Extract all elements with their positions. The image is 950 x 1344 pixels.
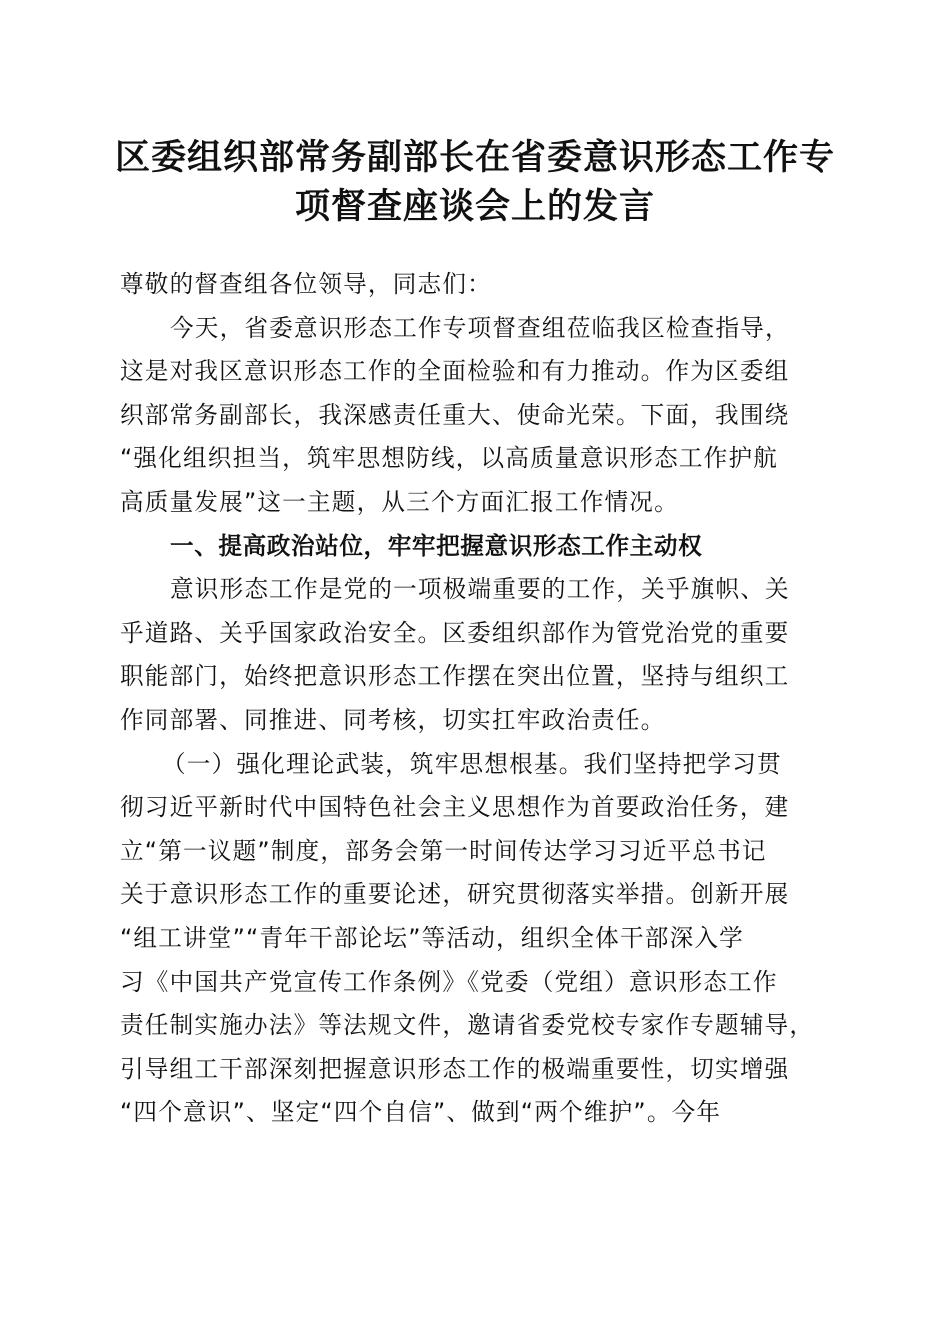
subsection-1-line: “组工讲堂”“青年干部论坛”等活动，组织全体干部深入学 bbox=[120, 923, 744, 952]
section-1-line: 意识形态工作是党的一项极端重要的工作，关乎旗帜、关 bbox=[170, 575, 790, 604]
subsection-1-line: 习《中国共产党宣传工作条例》《党委（党组）意识形态工作 bbox=[120, 967, 778, 996]
document-body bbox=[120, 263, 830, 1135]
section-1-line: 职能部门，始终把意识形态工作摆在突出位置，坚持与组织工 bbox=[120, 662, 790, 691]
subsection-1-line: 彻习近平新时代中国特色社会主义思想作为首要政治任务，建 bbox=[120, 793, 790, 822]
subsection-1-line: 立“第一议题”制度，部务会第一时间传达学习习近平总书记 bbox=[120, 836, 767, 865]
subsection-1-line: “四个意识”、坚定“四个自信”、做到“两个维护”。今年 bbox=[120, 1098, 722, 1127]
intro-line: 高质量发展”这一主题，从三个方面汇报工作情况。 bbox=[120, 487, 679, 516]
section-heading-1: 一、提高政治站位，牢牢把握意识形态工作主动权 bbox=[170, 531, 703, 560]
subsection-1-line: 引导组工干部深刻把握意识形态工作的极端重要性，切实增强 bbox=[120, 1054, 790, 1083]
title-line-2: 项督查座谈会上的发言 bbox=[294, 186, 655, 227]
subsection-1-paragraph bbox=[120, 743, 830, 1135]
intro-line: 今天，省委意识形态工作专项督查组莅临我区检查指导， bbox=[170, 313, 790, 342]
intro-paragraph bbox=[120, 307, 830, 525]
subsection-1-line: 关于意识形态工作的重要论述，研究贯彻落实举措。创新开展 bbox=[120, 880, 790, 909]
salutation: 尊敬的督查组各位领导，同志们： bbox=[120, 270, 492, 298]
document-title bbox=[100, 133, 850, 231]
title-line-1: 区委组织部常务副部长在省委意识形态工作专 bbox=[114, 137, 835, 178]
section-1-line: 乎道路、关乎国家政治安全。区委组织部作为管党治党的重要 bbox=[120, 618, 790, 647]
intro-line: 织部常务副部长，我深感责任重大、使命光荣。下面，我围绕 bbox=[120, 400, 790, 429]
intro-line: 这是对我区意识形态工作的全面检验和有力推动。作为区委组 bbox=[120, 357, 790, 386]
subsection-1-line: 责任制实施办法》等法规文件，邀请省委党校专家作专题辅导， bbox=[120, 1011, 815, 1040]
section-1-line: 作同部署、同推进、同考核，切实扛牢政治责任。 bbox=[120, 705, 666, 734]
subsection-1-line: （一）强化理论武装，筑牢思想根基。我们坚持把学习贯 bbox=[162, 749, 782, 778]
intro-line: “强化组织担当，筑牢思想防线，以高质量意识形态工作护航 bbox=[120, 444, 779, 473]
section-1-paragraph bbox=[120, 568, 830, 742]
